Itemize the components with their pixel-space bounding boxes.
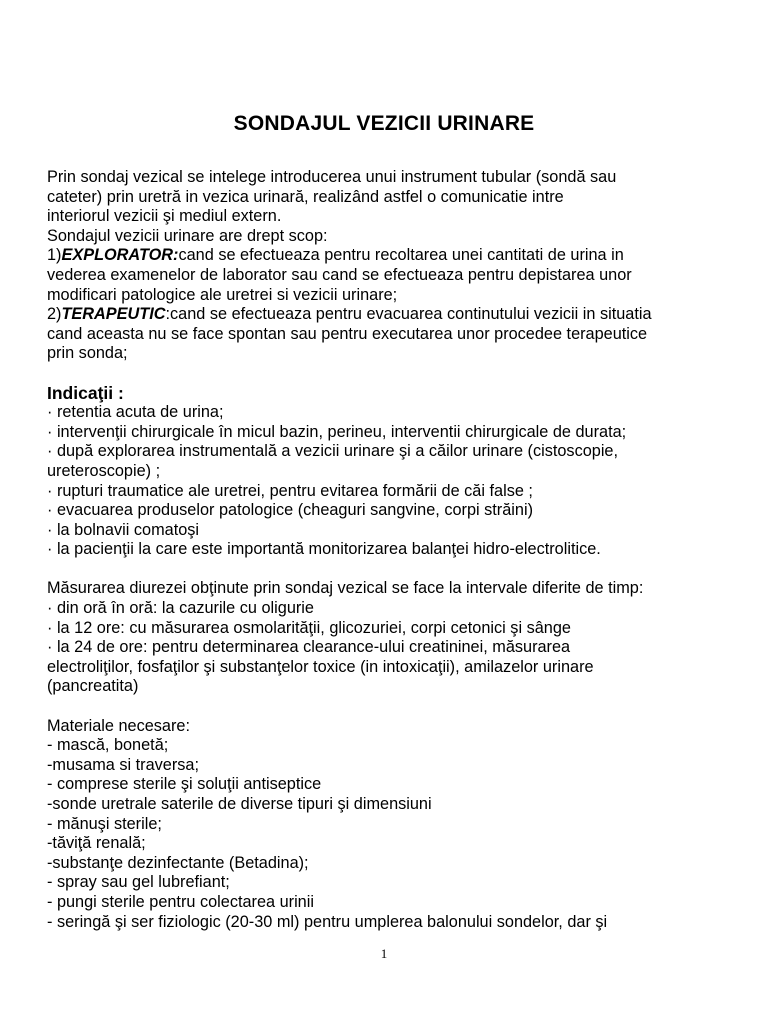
scope-prefix: 1) [47, 246, 62, 265]
diuresis-line: · la 24 de ore: pentru determinarea clearance-ului creatininei, măsurarea [47, 638, 571, 657]
diuresis-line: · la 12 ore: cu măsurarea osmolarităţii, glicozuriei, corpi cetonici şi sânge [47, 618, 571, 637]
document-body [47, 168, 737, 932]
material-item: -musama si traversa; [47, 755, 199, 774]
indication-item: · la bolnavii comatoşi [47, 520, 200, 539]
indication-item: · după explorarea instrumentală a vezicii urinare şi a căilor urinare (cistoscopie, [47, 442, 619, 461]
intro-line: cateter) prin uretră in vezica urinară, realizând astfel o comunicatie intre [47, 187, 564, 206]
indication-item: · intervenţii chirurgicale în micul bazin, perineu, interventii chirurgicale de durata; [47, 422, 627, 441]
paragraph-gap [47, 697, 737, 717]
intro-line: interiorul vezicii şi mediul extern. [47, 207, 282, 226]
scope-line: vederea examenelor de laborator sau cand se efectueaza pentru depistarea unor [47, 265, 632, 284]
diuresis-line: · din oră în oră: la cazurile cu oligurie [47, 599, 314, 618]
material-item: - pungi sterile pentru colectarea urinii [47, 892, 314, 911]
diuresis-line: Măsurarea diurezei obţinute prin sondaj vezical se face la intervale diferite de timp: [47, 579, 644, 598]
materials-heading: Materiale necesare: [47, 716, 190, 735]
scope-prefix: 2) [47, 305, 62, 324]
scope-line: prin sonda; [47, 344, 128, 363]
indication-item: · rupturi traumatice ale uretrei, pentru evitarea formării de căi false ; [47, 481, 533, 500]
paragraph-gap [47, 560, 737, 580]
scope-terapeutic [47, 305, 737, 325]
scope-term: TERAPEUTIC [61, 305, 166, 324]
material-item: - mănuşi sterile; [47, 814, 162, 833]
scope-text: :cand se efectueaza pentru evacuarea continutului vezicii in situatia [165, 305, 652, 324]
indication-item: · evacuarea produselor patologice (cheaguri sangvine, corpi străini) [47, 501, 533, 520]
material-item: - seringă şi ser fiziologic (20-30 ml) pentru umplerea balonului sondelor, dar şi [47, 912, 608, 931]
material-item: -tăviţă renală; [47, 834, 146, 853]
material-item: - spray sau gel lubrefiant; [47, 873, 230, 892]
scope-line: cand aceasta nu se face spontan sau pentru executarea unor procedee terapeutice [47, 324, 648, 343]
material-item: - mască, bonetă; [47, 736, 169, 755]
paragraph-gap [47, 364, 737, 384]
material-item: - comprese sterile şi soluţii antiseptice [47, 775, 322, 794]
page-number: 1 [380, 946, 388, 961]
scope-text: cand se efectueaza pentru recoltarea unei cantitati de urina in [178, 246, 624, 265]
diuresis-line: electroliţilor, fosfaţilor şi substanţelor toxice (in intoxicaţii), amilazelor urinare [47, 657, 594, 676]
indication-item: · retentia acuta de urina; [47, 403, 224, 422]
material-item: -substanţe dezinfectante (Betadina); [47, 853, 309, 872]
scope-line: modificari patologice ale uretrei si vezicii urinare; [47, 285, 398, 304]
diuresis-line: (pancreatita) [47, 677, 139, 696]
intro-line: Sondajul vezicii urinare are drept scop: [47, 226, 328, 245]
indication-item: ureteroscopie) ; [47, 461, 161, 480]
indication-item: · la pacienţii la care este importantă monitorizarea balanţei hidro-electrolitice. [47, 540, 601, 559]
indications-heading: Indicaţii : [47, 382, 124, 403]
intro-line: Prin sondaj vezical se intelege introducerea unui instrument tubular (sondă sau [47, 168, 617, 186]
scope-explorator [47, 246, 737, 266]
document-title: SONDAJUL VEZICII URINARE [233, 112, 535, 135]
material-item: -sonde uretrale saterile de diverse tipuri şi dimensiuni [47, 795, 432, 813]
scope-term: EXPLORATOR: [61, 246, 179, 265]
